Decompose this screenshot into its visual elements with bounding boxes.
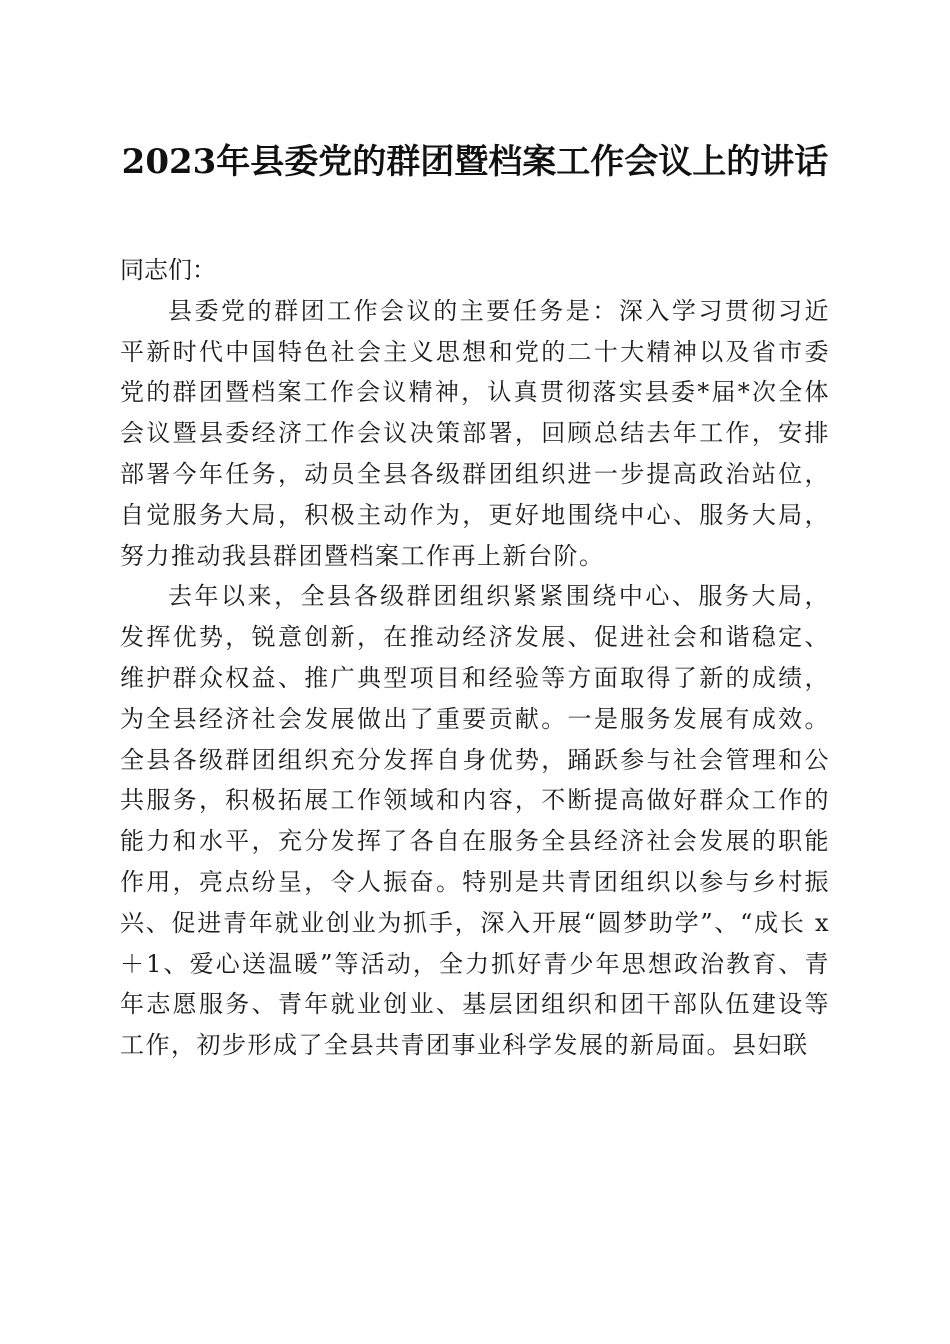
paragraph-achievements: 去年以来，全县各级群团组织紧紧围绕中心、服务大局，发挥优势，锐意创新，在推动经济发展、促进社会和谐稳定、维护群众权益、推广典型项目和经验等方面取得了新的成绩，为全县经济社会发展做出了重要贡献。一是服务发展有成效。全县各级群团组织充分发挥自身优势，踊跃参与社会管理和公共服务，积极拓展工作领域和内容，不断提高做好群众工作的能力和水平，充分发挥了各自在服务全县经济社会发展的职能作用，亮点纷呈，令人振奋。特别是共青团组织以参与乡村振兴、促进青年就业创业为抓手，深入开展“圆梦助学”、“成长 x＋1、爱心送温暖”等活动，全力抓好青少年思想政治教育、青年志愿服务、青年就业创业、基层团组织和团干部队伍建设等工作，初步形成了全县共青团事业科学发展的新局面。县妇联 [120,582,830,1060]
document-title: 2023年县委党的群团暨档案工作会议上的讲话 [121,142,829,182]
paragraph-tasks: 县委党的群团工作会议的主要任务是：深入学习贯彻习近平新时代中国特色社会主义思想和党的二十大精神以及省市委党的群团暨档案工作会议精神，认真贯彻落实县委*届*次全体会议暨县委经济工作会议决策部署，回顾总结去年工作，安排部署今年任务，动员全县各级群团组织进一步提高政治站位，自觉服务大局，积极主动作为，更好地围绕中心、服务大局，努力推动我县群团暨档案工作再上新台阶。 [120,296,830,570]
greeting: 同志们： [120,256,216,284]
document-body [120,250,830,1066]
